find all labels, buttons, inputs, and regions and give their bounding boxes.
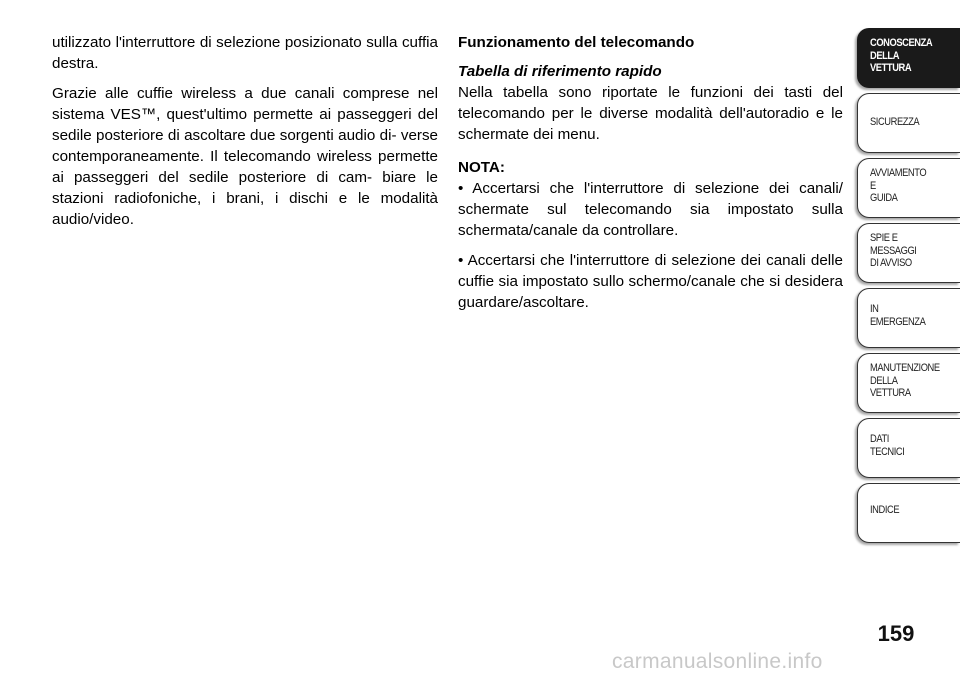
tab-spie-e-messaggi[interactable]: [857, 223, 960, 283]
note-title: NOTA:: [458, 159, 505, 176]
tab-label: IN EMERGENZA: [870, 303, 926, 328]
page-number: 159: [877, 621, 915, 646]
intro-paragraph: Nella tabella sono riportate le funzioni dei tasti del telecomando per le diverse modalità dell'autoradio e le schermate dei menu.: [458, 84, 843, 143]
right-column: [458, 32, 843, 322]
section-heading: Funzionamento del telecomando: [458, 34, 695, 51]
tab-manutenzione-della-vettura[interactable]: [857, 353, 960, 413]
section-subheading: Tabella di riferimento rapido: [458, 63, 662, 80]
tab-in-emergenza[interactable]: [857, 288, 960, 348]
watermark: carmanualsonline.info: [612, 650, 823, 673]
tab-label: MANUTENZIONE DELLA VETTURA: [870, 362, 940, 399]
chapter-tabs: [857, 28, 960, 548]
note-item: • Accertarsi che l'interruttore di selezione dei canali/ schermate sul telecomando sia impostato sulla schermata/canale da controllare.: [458, 180, 843, 239]
tab-dati-tecnici[interactable]: [857, 418, 960, 478]
left-column: [52, 32, 438, 239]
note-item: • Accertarsi che l'interruttore di selezione dei canali delle cuffie sia impostato sullo schermo/canale che si desidera guardare/ascoltare.: [458, 252, 843, 311]
tab-conoscenza-della-vettura[interactable]: [857, 28, 960, 88]
paragraph: Grazie alle cuffie wireless a due canali comprese nel sistema VES™, quest'ultimo permette ai passeggeri del sedile posteriore di ascoltare due sorgenti audio di- verse contemporaneamente. Il telecomando wireless permette ai passeggeri del sedile posteriore di cam- biare le stazioni radiofoniche, i brani, i dischi e le modalità audio/video.: [52, 85, 438, 228]
tab-label: CONOSCENZA DELLA VETTURA: [870, 37, 933, 74]
tab-indice[interactable]: [857, 483, 960, 543]
tab-label: SICUREZZA: [870, 116, 920, 128]
paragraph: utilizzato l'interruttore di selezione posizionato sulla cuffia destra.: [52, 34, 438, 72]
tab-label: AVVIAMENTO E GUIDA: [870, 167, 927, 204]
tab-label: DATI TECNICI: [870, 433, 905, 458]
tab-sicurezza[interactable]: [857, 93, 960, 153]
tab-avviamento-e-guida[interactable]: [857, 158, 960, 218]
tab-label: SPIE E MESSAGGI DI AVVISO: [870, 232, 917, 269]
tab-label: INDICE: [870, 504, 900, 516]
